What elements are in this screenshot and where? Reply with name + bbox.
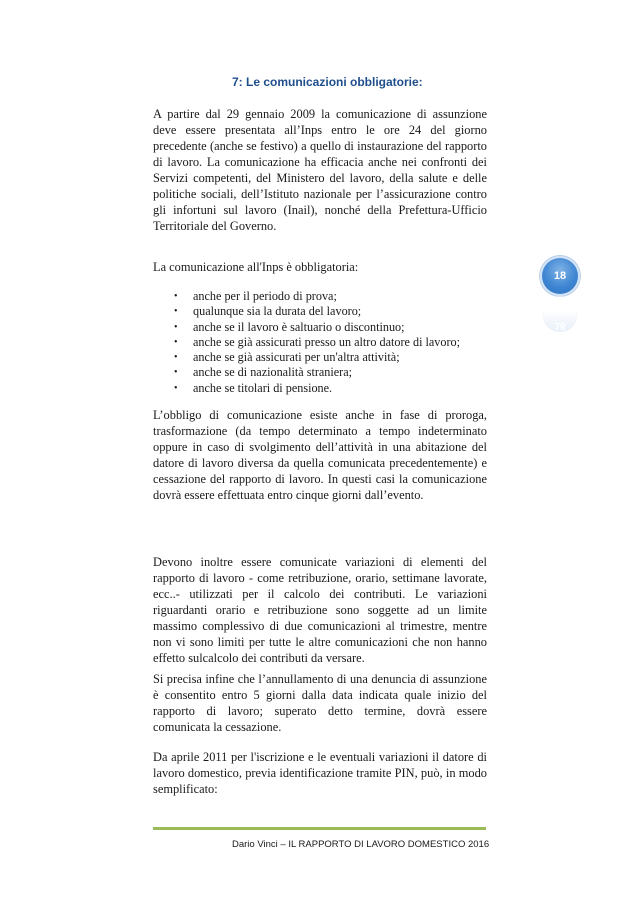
bullet-icon: • <box>174 321 178 333</box>
list-item: • anche se già assicurati per un'altra attività; <box>174 350 400 365</box>
footer-rule <box>153 827 486 830</box>
list-item: • anche se il lavoro è saltuario o discontinuo; <box>174 319 405 334</box>
paragraph-obbligatoria: La comunicazione all'Inps è obbligatoria: <box>153 260 359 274</box>
list-item: • anche per il periodo di prova; <box>174 289 337 303</box>
bullet-icon: • <box>174 352 178 364</box>
section-title: 7: Le comunicazioni obbligatorie: <box>232 75 423 89</box>
paragraph-proroga: L’obbligo di comunicazione esiste anche in fase di proroga, trasformazione (da tempo determinato a tempo indeterminato oppure in caso di svolgimento dell’attività in una abitazione del datore di lavoro diversa da quella comunicata precedentemente) e cessazione del rapporto di lavoro. In questi casi la comunicazione dovrà essere effettuata entro cinque giorni dall’evento. <box>153 408 487 502</box>
paragraph-variazioni: Devono inoltre essere comunicate variazioni di elementi del rapporto di lavoro - come retribuzione, orario, settimane lavorate, ecc..- utilizzati per il calcolo dei contributi. Le variazioni riguardanti orario e retribuzione sono soggette ad un limite massimo complessivo di due comunicazioni al trimestre, mentre non vi sono limiti per tutte le altre comunicazioni che non hanno effetto sulcalcolo dei contributi da versare. <box>153 555 487 665</box>
bullet-icon: • <box>174 306 178 318</box>
footer-text: Dario Vinci – IL RAPPORTO DI LAVORO DOMESTICO 2016 <box>232 839 490 850</box>
paragraph-assunzione: A partire dal 29 gennaio 2009 la comunicazione di assunzione deve essere presentata all’Inps entro le ore 24 del giorno precedente (anche se festivo) a quello di instaurazione del rapporto di lavoro. La comunicazione ha efficacia anche nei confronti dei Servizi competenti, del Ministero del lavoro, della salute e delle politiche sociali, dell’Istituto nazionale per l’assicurazione contro gli infortuni sul lavoro (Inail), nonché della Prefettura-Ufficio Territoriale del Governo. <box>153 107 487 233</box>
list-item: • qualunque sia la durata del lavoro; <box>174 304 362 319</box>
list-item: • anche se titolari di pensione. <box>174 380 333 395</box>
bullet-icon: • <box>174 291 178 302</box>
page-number-reflection: 18 <box>542 296 578 314</box>
obligation-list <box>153 289 487 396</box>
paragraph-annullamento: Si precisa infine che l’annullamento di una denuncia di assunzione è consentito entro 5 giorni dalla data indicata quale inizio del rapporto di lavoro; superato detto termine, dovrà essere comunicata la cessazione. <box>153 672 487 734</box>
bullet-icon: • <box>174 336 178 348</box>
paragraph-aprile-2011: Da aprile 2011 per l'iscrizione e le eventuali variazioni il datore di lavoro domestico, previa identificazione tramite PIN, può, in modo semplificato: <box>153 750 487 796</box>
bullet-icon: • <box>174 382 178 394</box>
page-number-badge: 18 <box>542 258 578 294</box>
list-item: • anche se già assicurati presso un altro datore di lavoro; <box>174 334 461 349</box>
bullet-icon: • <box>174 367 178 379</box>
list-item: • anche se di nazionalità straniera; <box>174 365 353 380</box>
